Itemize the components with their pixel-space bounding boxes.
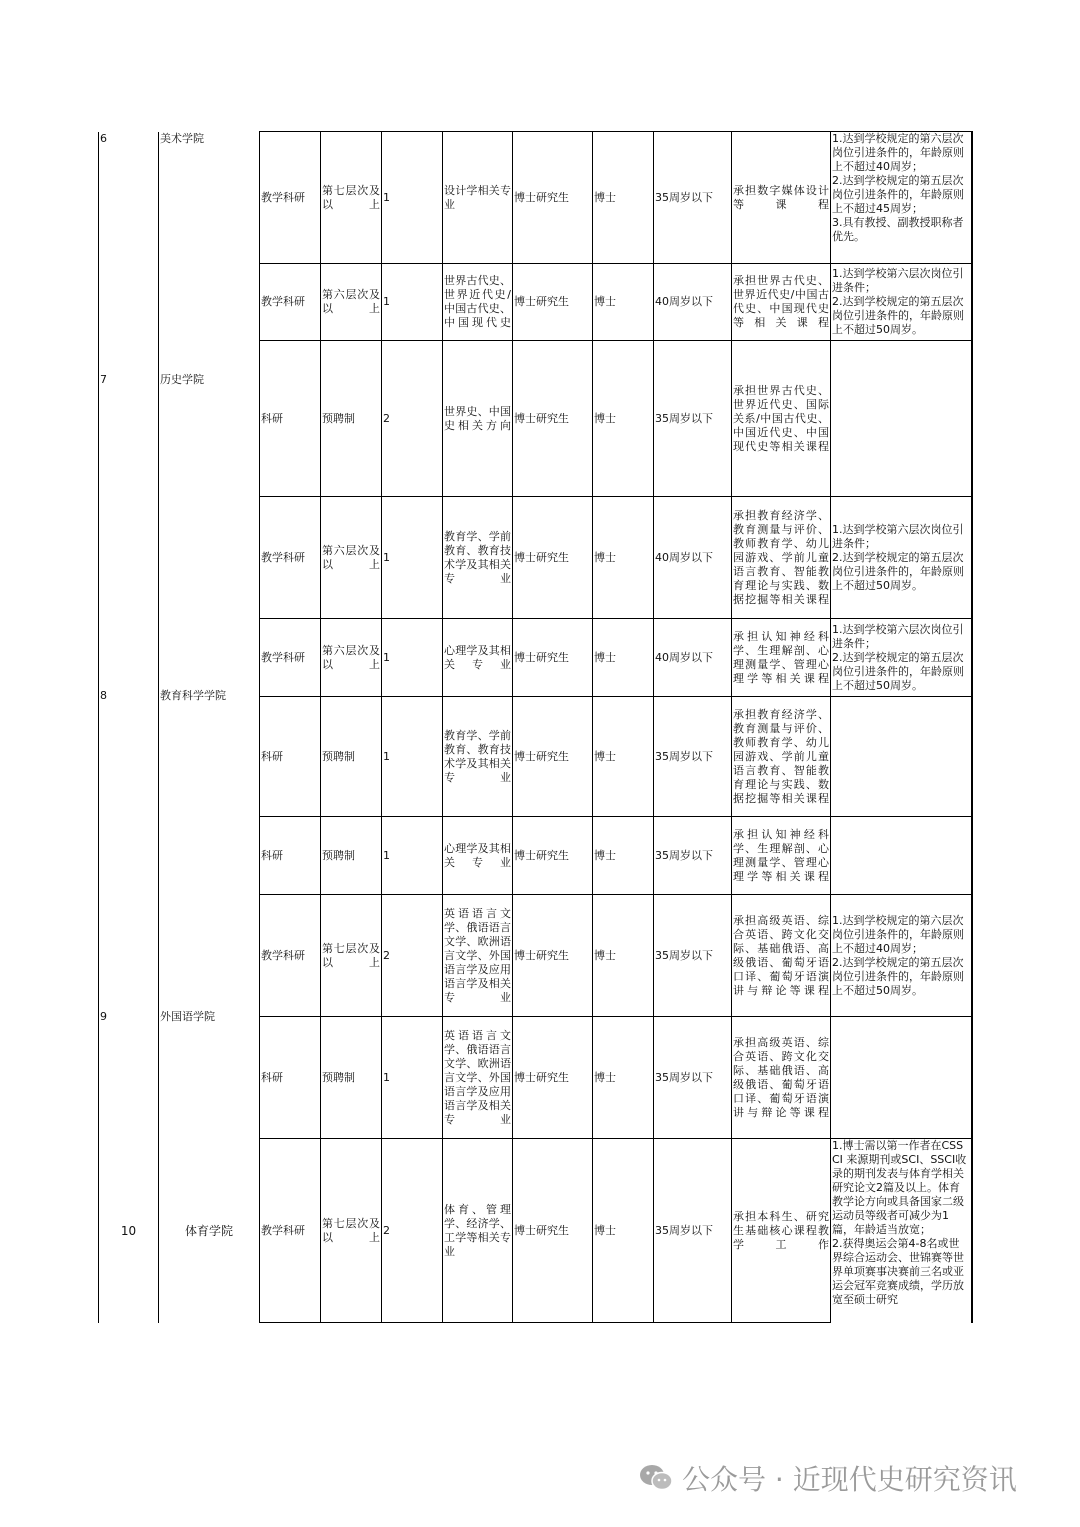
degree-cell: 博士 — [593, 697, 654, 817]
degree-cell: 博士 — [593, 341, 654, 497]
college-cell: 外国语学院 — [159, 895, 260, 1139]
level-cell: 预聘制 — [321, 817, 382, 895]
major-cell: 心理学及其相关专业 — [443, 817, 513, 895]
level-cell: 第六层次及以上 — [321, 497, 382, 619]
count-cell: 1 — [382, 497, 443, 619]
wechat-icon — [638, 1463, 674, 1493]
requirement-cell: 1.达到学校规定的第六层次岗位引进条件的，年龄原则上不超过40周岁； 2.达到学校规定的第五层次岗位引进条件的，年龄原则上不超过45周岁； 3.具有教授、副教授职称者优先。 — [831, 132, 972, 264]
education-cell: 博士研究生 — [513, 895, 593, 1017]
major-cell: 心理学及其相关专业 — [443, 619, 513, 697]
requirement-cell: 1.达到学校第六层次岗位引进条件； 2.达到学校规定的第五层次岗位引进条件的，年龄原则上不超过50周岁。 — [831, 264, 972, 341]
seq-cell: 6 — [99, 132, 159, 264]
post-type-cell: 教学科研 — [260, 497, 321, 619]
duty-cell: 承担世界古代史、世界近代史/中国古代史、中国现代史等相关课程 — [732, 264, 831, 341]
level-cell: 第七层次及以上 — [321, 132, 382, 264]
seq-cell: 8 — [99, 497, 159, 895]
major-cell: 设计学相关专业 — [443, 132, 513, 264]
watermark — [638, 1458, 1058, 1498]
education-cell: 博士研究生 — [513, 132, 593, 264]
requirement-cell — [831, 697, 972, 817]
education-cell: 博士研究生 — [513, 341, 593, 497]
count-cell: 1 — [382, 619, 443, 697]
table-row — [99, 497, 972, 619]
major-cell: 世界古代史、世界近代史/中国古代史、中国现代史 — [443, 264, 513, 341]
duty-cell: 承担数字媒体设计等课程 — [732, 132, 831, 264]
duty-cell: 承担本科生、研究生基础核心课程教学工作 — [732, 1139, 831, 1323]
age-cell: 40周岁以下 — [654, 619, 732, 697]
level-cell: 预聘制 — [321, 1017, 382, 1139]
education-cell: 博士研究生 — [513, 697, 593, 817]
recruitment-table — [98, 131, 973, 1323]
post-type-cell: 教学科研 — [260, 895, 321, 1017]
count-cell: 1 — [382, 1017, 443, 1139]
major-cell: 英语语言文学、俄语语言文学、欧洲语言文学、外国语言学及应用语言学及相关专业 — [443, 1017, 513, 1139]
education-cell: 博士研究生 — [513, 497, 593, 619]
age-cell: 35周岁以下 — [654, 1017, 732, 1139]
age-cell: 35周岁以下 — [654, 132, 732, 264]
requirement-cell: 1.达到学校第六层次岗位引进条件； 2.达到学校规定的第五层次岗位引进条件的，年龄原则上不超过50周岁。 — [831, 619, 972, 697]
major-cell: 教育学、学前教育、教育技术学及其相关专业 — [443, 697, 513, 817]
level-cell: 预聘制 — [321, 341, 382, 497]
duty-cell: 承担高级英语、综合英语、跨文化交际、基础俄语、高级俄语、葡萄牙语口译、葡萄牙语演讲与辩论等课程 — [732, 895, 831, 1017]
college-cell: 体育学院 — [159, 1139, 260, 1323]
degree-cell: 博士 — [593, 895, 654, 1017]
age-cell: 35周岁以下 — [654, 1139, 732, 1323]
level-cell: 第六层次及以上 — [321, 264, 382, 341]
post-type-cell: 教学科研 — [260, 264, 321, 341]
degree-cell: 博士 — [593, 619, 654, 697]
count-cell: 2 — [382, 1139, 443, 1323]
age-cell: 35周岁以下 — [654, 341, 732, 497]
count-cell: 1 — [382, 817, 443, 895]
requirement-cell: 1.达到学校规定的第六层次岗位引进条件的，年龄原则上不超过40周岁； 2.达到学校规定的第五层次岗位引进条件的，年龄原则上不超过50周岁。 — [831, 895, 972, 1017]
watermark-text: 公众号 · 近现代史研究资讯 — [682, 1463, 1017, 1496]
duty-cell: 承担教育经济学、教育测量与评价、教师教育学、幼儿园游戏、学前儿童语言教育、智能教育理论与实践、数据挖掘等相关课程 — [732, 697, 831, 817]
table-row — [99, 1139, 972, 1323]
post-type-cell: 教学科研 — [260, 132, 321, 264]
requirement-cell: 1.达到学校第六层次岗位引进条件； 2.达到学校规定的第五层次岗位引进条件的，年龄原则上不超过50周岁。 — [831, 497, 972, 619]
education-cell: 博士研究生 — [513, 1017, 593, 1139]
requirement-cell — [831, 1017, 972, 1139]
education-cell: 博士研究生 — [513, 1139, 593, 1323]
table-row — [99, 895, 972, 1017]
post-type-cell: 科研 — [260, 817, 321, 895]
education-cell: 博士研究生 — [513, 264, 593, 341]
degree-cell: 博士 — [593, 132, 654, 264]
post-type-cell: 科研 — [260, 341, 321, 497]
table-row — [99, 264, 972, 341]
count-cell: 2 — [382, 895, 443, 1017]
requirement-cell — [831, 341, 972, 497]
degree-cell: 博士 — [593, 1139, 654, 1323]
age-cell: 35周岁以下 — [654, 697, 732, 817]
degree-cell: 博士 — [593, 497, 654, 619]
college-cell: 历史学院 — [159, 264, 260, 497]
education-cell: 博士研究生 — [513, 817, 593, 895]
seq-cell: 10 — [99, 1139, 159, 1323]
duty-cell: 承担高级英语、综合英语、跨文化交际、基础俄语、高级俄语、葡萄牙语口译、葡萄牙语演讲与辩论等课程 — [732, 1017, 831, 1139]
seq-cell: 9 — [99, 895, 159, 1139]
college-cell: 教育科学学院 — [159, 497, 260, 895]
degree-cell: 博士 — [593, 264, 654, 341]
age-cell: 40周岁以下 — [654, 497, 732, 619]
level-cell: 预聘制 — [321, 697, 382, 817]
seq-cell: 7 — [99, 264, 159, 497]
major-cell: 体育、管理学、经济学、工学等相关专业 — [443, 1139, 513, 1323]
level-cell: 第六层次及以上 — [321, 619, 382, 697]
duty-cell: 承担教育经济学、教育测量与评价、教师教育学、幼儿园游戏、学前儿童语言教育、智能教育理论与实践、数据挖掘等相关课程 — [732, 497, 831, 619]
duty-cell: 承担认知神经科学、生理解剖、心理测量学、管理心理学等相关课程 — [732, 619, 831, 697]
count-cell: 1 — [382, 264, 443, 341]
post-type-cell: 教学科研 — [260, 619, 321, 697]
level-cell: 第七层次及以上 — [321, 1139, 382, 1323]
major-cell: 教育学、学前教育、教育技术学及其相关专业 — [443, 497, 513, 619]
major-cell: 英语语言文学、俄语语言文学、欧洲语言文学、外国语言学及应用语言学及相关专业 — [443, 895, 513, 1017]
post-type-cell: 教学科研 — [260, 1139, 321, 1323]
post-type-cell: 科研 — [260, 697, 321, 817]
duty-cell: 承担世界古代史、世界近代史、国际关系/中国古代史、中国近代史、中国现代史等相关课程 — [732, 341, 831, 497]
post-type-cell: 科研 — [260, 1017, 321, 1139]
major-cell: 世界史、中国史相关方向 — [443, 341, 513, 497]
education-cell: 博士研究生 — [513, 619, 593, 697]
requirement-cell: 1.博士需以第一作者在CSSCI 来源期刊或SCI、SSCI收录的期刊发表与体育学相关研究论文2篇及以上。体育教学论方向或具备国家二级运动员等级者可减少为1篇，年龄适当放宽； 2.获得奥运会第4-8名或世界综合运动会、世锦赛等世界单项赛事决赛前三名或亚运会冠军竞赛成绩，学历放宽至硕士研究 — [831, 1139, 972, 1323]
count-cell: 2 — [382, 341, 443, 497]
duty-cell: 承担认知神经科学、生理解剖、心理测量学、管理心理学等相关课程 — [732, 817, 831, 895]
level-cell: 第七层次及以上 — [321, 895, 382, 1017]
requirement-cell — [831, 817, 972, 895]
age-cell: 35周岁以下 — [654, 895, 732, 1017]
count-cell: 1 — [382, 697, 443, 817]
age-cell: 40周岁以下 — [654, 264, 732, 341]
degree-cell: 博士 — [593, 1017, 654, 1139]
count-cell: 1 — [382, 132, 443, 264]
table-row — [99, 132, 972, 264]
degree-cell: 博士 — [593, 817, 654, 895]
college-cell: 美术学院 — [159, 132, 260, 264]
age-cell: 35周岁以下 — [654, 817, 732, 895]
